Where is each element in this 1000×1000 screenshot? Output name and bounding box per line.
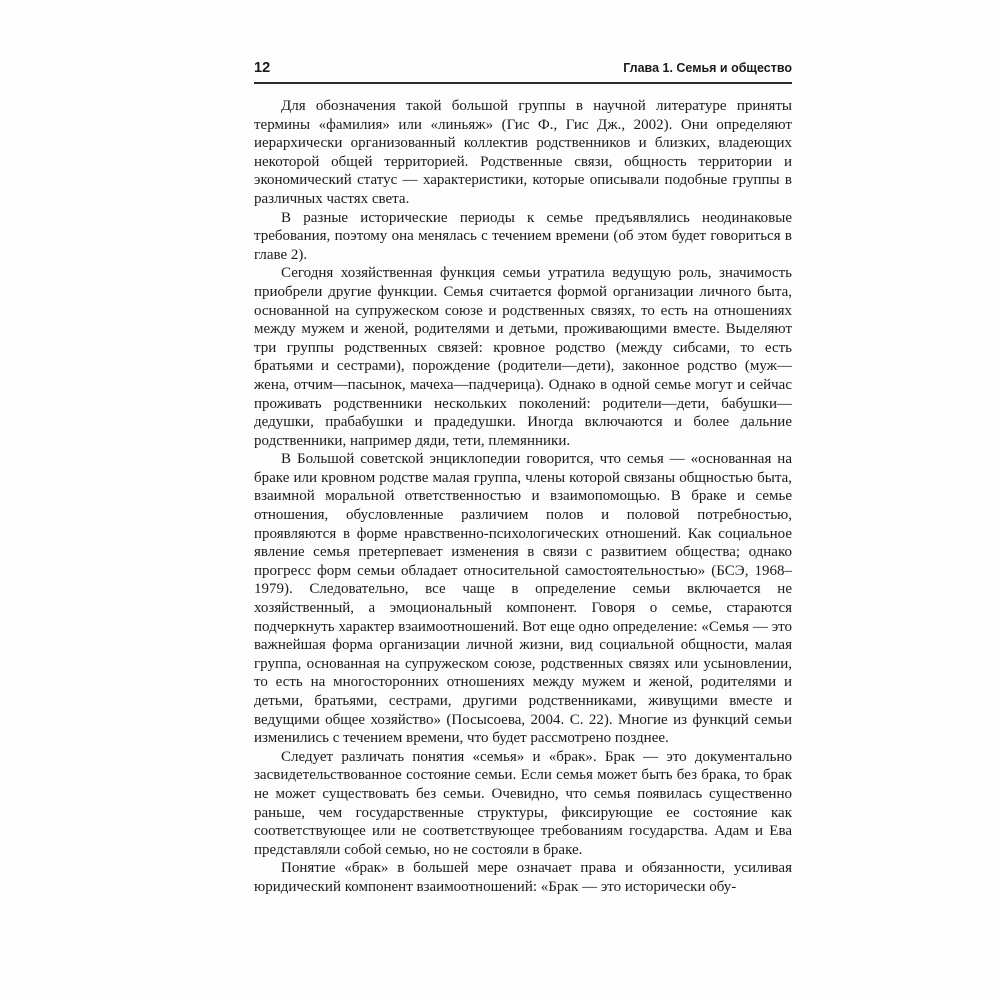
page-body	[254, 97, 792, 897]
paragraph-terms-familia-lineage: Для обозначения такой большой группы в научной литературе приняты термины «фамилия» или «линьяж» (Гис Ф., Гис Дж., 2002). Они определяют иерархически организованный коллектив родственников и близких, владеющих некоторой общей территорией. Родственные связи, общность территории и экономический статус — характеристики, которые описывали подобные группы в различных частях света.	[254, 98, 792, 207]
text-column	[254, 60, 792, 897]
paragraph-marriage-concept: Понятие «брак» в большей мере означает права и обязанности, усиливая юридический компонент взаимоотношений: «Брак — это исторически обу-	[254, 860, 792, 895]
page-number: 12	[254, 60, 271, 76]
paragraph-family-functions: Сегодня хозяйственная функция семьи утратила ведущую роль, значимость приобрели другие функции. Семья считается формой организации личного быта, основанной на супружеском союзе и родственных связях, то есть на отношениях между мужем и женой, родителями и детьми, проживающими вместе. Выделяют три группы родственных связей: кровное родство (между сибсами, то есть братьями и сестрами), порождение (родители—дети), законное родство (муж—жена, отчим—пасынок, мачеха—падчерица). Однако в одной семье могут и сейчас проживать родственники нескольких поколений: родители—дети, бабушки—дедушки, прабабушки и прадедушки. Иногда включаются и более дальние родственники, например дяди, тети, племянники.	[254, 265, 792, 449]
paragraph-family-vs-marriage: Следует различать понятия «семья» и «брак». Брак — это документально засвидетельствованное состояние семьи. Если семья может быть без брака, то брак не может существовать без семьи. Очевидно, что семья появилась существенно раньше, чем государственные структуры, фиксирующие ее состояние как соответствующее или не соответствующее требованиям государства. Адам и Ева представляли собой семью, но не состояли в браке.	[254, 748, 792, 858]
running-title: Глава 1. Семья и общество	[623, 61, 792, 75]
paragraph-bse-definition: В Большой советской энциклопедии говорится, что семья — «основанная на браке или кровном родстве малая группа, члены которой связаны общностью быта, взаимной моральной ответственностью и взаимопомощью. В браке и семье отношения, обусловленные различием полов и половой потребностью, проявляются в форме нравственно-психологических отношений. Как социальное явление семья претерпевает изменения в связи с развитием общества; однако прогресс форм семьи обладает относительной самостоятельностью» (БСЭ, 1968–1979). Следовательно, все чаще в определение семьи включается не хозяйственный, а эмоциональный компонент. Говоря о семье, стараются подчеркнуть характер взаимоотношений. Вот еще одно определение: «Семья — это важнейшая форма организации личной жизни, вид социальной общности, малая группа, основанная на супружеском союзе, родственных связях или усыновлении, то есть на многосторонних отношениях между мужем и женой, родителями и детьми, братьями, сестрами, другими родственниками, живущими вместе и ведущими общее хозяйство» (Посысоева, 2004. С. 22). Многие из функций семьи изменились с течением времени, что будет рассмотрено позднее.	[254, 451, 792, 747]
paragraph-historical-periods: В разные исторические периоды к семье предъявлялись неодинаковые требования, поэтому она менялась с течением времени (об этом будет говориться в главе 2).	[254, 209, 792, 263]
page-header	[254, 60, 792, 84]
